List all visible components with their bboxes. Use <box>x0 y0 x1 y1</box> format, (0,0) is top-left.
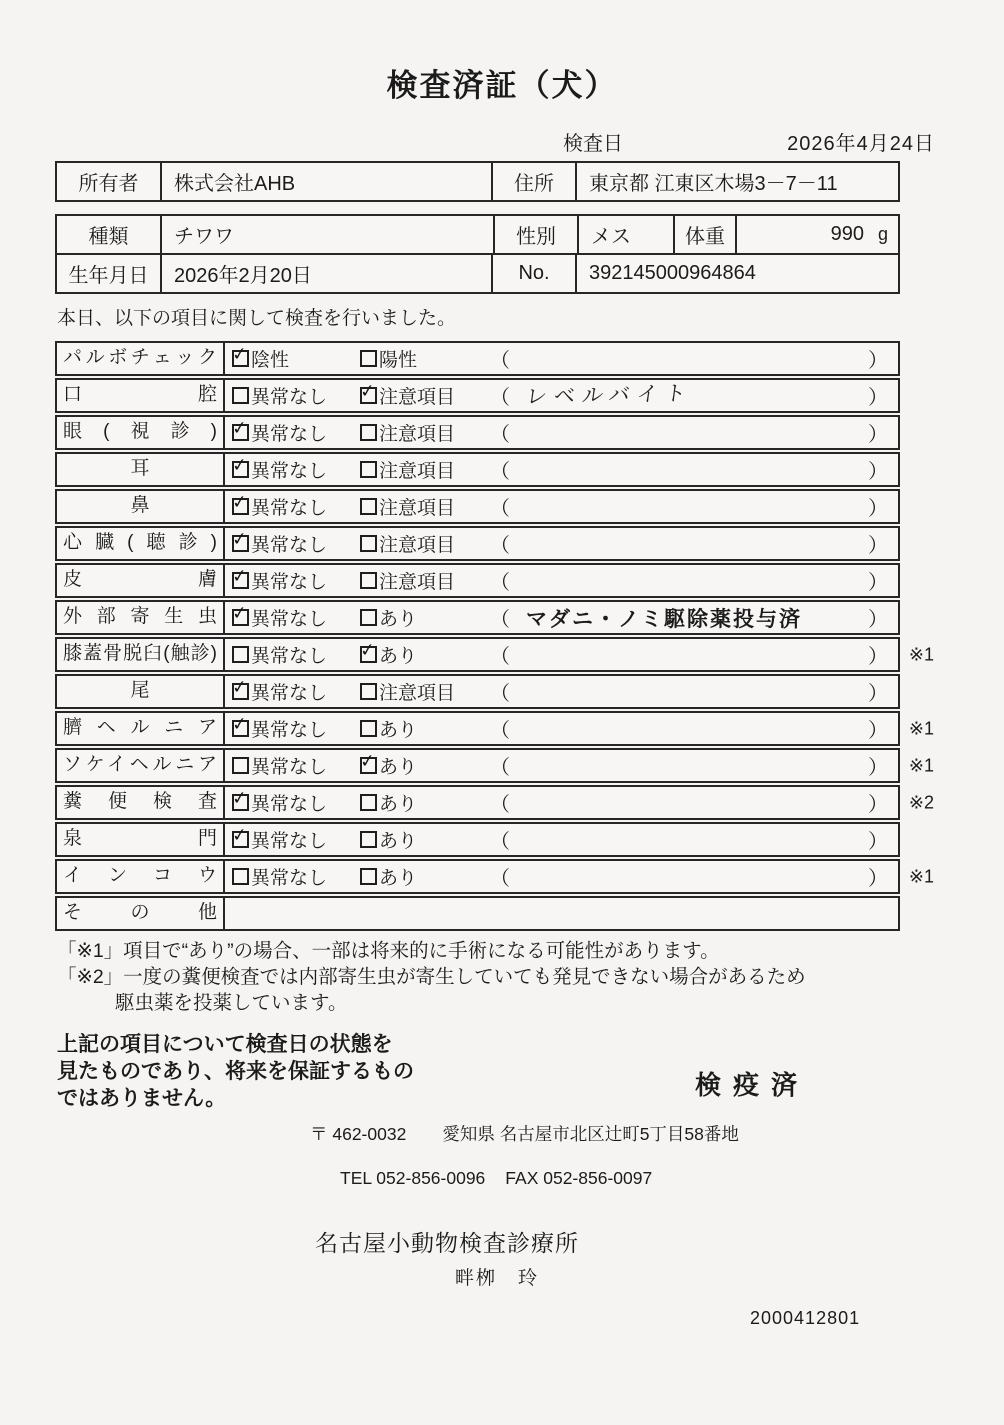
paren-open: （ <box>490 646 510 668</box>
option-1 <box>232 345 360 372</box>
option-2 <box>360 493 486 520</box>
exam-options <box>225 898 490 929</box>
exam-options <box>225 454 490 485</box>
option-2 <box>360 678 486 705</box>
paren-open: （ <box>490 868 510 890</box>
exam-item-label: 眼(視診) <box>57 417 225 448</box>
option-1 <box>232 641 360 668</box>
exam-row <box>55 896 900 931</box>
checkbox-1 <box>232 609 249 626</box>
exam-options <box>225 787 490 818</box>
checkbox-2 <box>360 350 377 367</box>
checkbox-1 <box>232 461 249 478</box>
reference-mark: ※1 <box>908 755 934 775</box>
exam-options <box>225 824 490 855</box>
owner-table <box>55 161 900 202</box>
option-1 <box>232 863 360 890</box>
exam-row <box>55 526 900 561</box>
paren-open: （ <box>490 831 510 853</box>
option-1 <box>232 493 360 520</box>
option-2-label: あり <box>379 646 418 667</box>
tel-number: TEL 052-856-0096 <box>340 1167 486 1188</box>
exam-table <box>55 341 934 931</box>
paren-open: （ <box>490 461 510 483</box>
option-2-label: あり <box>379 831 418 852</box>
quarantine-stamp: 検疫済 <box>695 1069 810 1100</box>
remark-area <box>490 417 898 448</box>
option-1-label: 異常なし <box>251 572 328 593</box>
checkbox-2 <box>360 572 377 589</box>
clinic-name: 名古屋小動物検査診療所 <box>315 1229 579 1256</box>
paren-open: （ <box>490 683 510 705</box>
exam-row <box>55 378 900 413</box>
exam-item-label: 泉門 <box>57 824 225 855</box>
weight-value <box>735 216 898 253</box>
exam-row <box>55 489 900 524</box>
exam-item-label: その他 <box>57 898 225 929</box>
option-1 <box>232 715 360 742</box>
paren-close: ） <box>868 794 888 816</box>
paren-close: ） <box>868 350 888 372</box>
exam-item-label: 尾 <box>57 676 225 707</box>
option-1-label: 異常なし <box>251 387 328 408</box>
option-1 <box>232 789 360 816</box>
remark-area <box>490 639 898 670</box>
exam-item-label: パルボチェック <box>57 343 225 374</box>
exam-options <box>225 417 490 448</box>
exam-row <box>55 674 900 709</box>
remark-area <box>490 454 898 485</box>
exam-row <box>55 415 900 450</box>
paren-open: （ <box>490 535 510 557</box>
birth-value: 2026年2月20日 <box>160 255 491 292</box>
paren-open: （ <box>490 794 510 816</box>
option-2-label: 注意項目 <box>379 572 456 593</box>
option-2-label: あり <box>379 868 418 889</box>
paren-open: （ <box>490 720 510 742</box>
checkbox-1 <box>232 831 249 848</box>
option-2 <box>360 826 486 853</box>
checkbox-1 <box>232 757 249 774</box>
exam-row <box>55 637 934 672</box>
checkbox-2 <box>360 424 377 441</box>
checkbox-2 <box>360 720 377 737</box>
birth-label: 生年月日 <box>68 265 149 287</box>
exam-item-label: 糞便検査 <box>57 787 225 818</box>
exam-options <box>225 380 490 411</box>
weight-label: 体重 <box>673 216 735 253</box>
option-2 <box>360 604 486 631</box>
option-2 <box>360 641 486 668</box>
serial-number: 2000412801 <box>750 1307 861 1328</box>
paren-close: ） <box>868 498 888 520</box>
remark-area <box>490 602 898 633</box>
paren-close: ） <box>868 757 888 779</box>
option-2-label: あり <box>379 794 418 815</box>
option-2-label: あり <box>379 757 418 778</box>
option-2 <box>360 345 486 372</box>
paren-close: ） <box>868 535 888 557</box>
checkbox-2 <box>360 535 377 552</box>
option-1 <box>232 826 360 853</box>
option-2-label: 注意項目 <box>379 683 456 704</box>
exam-options <box>225 343 490 374</box>
checkbox-2 <box>360 387 377 404</box>
option-1-label: 異常なし <box>251 794 328 815</box>
checkbox-1 <box>232 646 249 663</box>
exam-options <box>225 639 490 670</box>
option-1 <box>232 530 360 557</box>
exam-item-label: 鼻 <box>57 491 225 522</box>
exam-row <box>55 600 900 635</box>
clinic-address-line <box>0 1121 1004 1146</box>
checkbox-2 <box>360 498 377 515</box>
fax-number: FAX 052-856-0097 <box>505 1167 653 1188</box>
paren-close: ） <box>868 868 888 890</box>
birth-row <box>57 253 898 292</box>
inspection-date-row <box>55 127 935 153</box>
checkbox-2 <box>360 831 377 848</box>
option-2-label: 注意項目 <box>379 387 456 408</box>
postal-code: 〒 462-0032 <box>310 1123 407 1144</box>
checkbox-1 <box>232 572 249 589</box>
option-1 <box>232 678 360 705</box>
page-title: 検査済証（犬） <box>386 68 618 103</box>
exam-item-label: インコウ <box>57 861 225 892</box>
option-1-label: 異常なし <box>251 757 328 778</box>
option-1-label: 異常なし <box>251 720 328 741</box>
option-1-label: 異常なし <box>251 461 328 482</box>
remark-area <box>490 750 898 781</box>
option-2 <box>360 863 486 890</box>
remark-text: マダニ・ノミ駆除薬投与済 <box>526 607 802 631</box>
paren-open: （ <box>490 387 510 409</box>
exam-options <box>225 750 490 781</box>
checkbox-1 <box>232 683 249 700</box>
inspection-date-label: 検査日 <box>563 133 623 155</box>
option-1-label: 異常なし <box>251 535 328 556</box>
sex-label: 性別 <box>493 216 577 253</box>
disclaimer-line: 見たものであり、将来を保証するもの <box>57 1060 414 1084</box>
breed-value: チワワ <box>160 216 493 253</box>
remark-area <box>490 676 898 707</box>
option-1 <box>232 752 360 779</box>
exam-options <box>225 528 490 559</box>
reference-mark: ※1 <box>908 718 934 738</box>
weight-number: 990 <box>830 223 864 245</box>
checkbox-1 <box>232 720 249 737</box>
option-2-label: 注意項目 <box>379 535 456 556</box>
option-2-label: あり <box>379 720 418 741</box>
remark-text: レベルバイト <box>524 381 695 409</box>
checkbox-1 <box>232 498 249 515</box>
owner-value: 株式会社AHB <box>160 163 491 200</box>
weight-unit: g <box>877 224 888 244</box>
remark-area <box>490 824 898 855</box>
disclaimer-text <box>57 1031 477 1113</box>
paren-open: （ <box>490 757 510 779</box>
paren-open: （ <box>490 572 510 594</box>
disclaimer-line: 上記の項目について検査日の状態を <box>57 1032 393 1056</box>
exam-row <box>55 452 900 487</box>
remark-area <box>490 861 898 892</box>
pet-info-table <box>55 214 900 294</box>
exam-options <box>225 676 490 707</box>
checkbox-1 <box>232 350 249 367</box>
option-1 <box>232 456 360 483</box>
notes <box>57 939 1004 1017</box>
checkbox-2 <box>360 683 377 700</box>
reference-mark: ※1 <box>908 644 934 664</box>
option-2 <box>360 456 486 483</box>
exam-row <box>55 785 934 820</box>
option-1-label: 異常なし <box>251 646 328 667</box>
note-line: 駆虫薬を投薬しています。 <box>115 991 348 1014</box>
tel-fax-line <box>0 1168 1004 1189</box>
option-2 <box>360 419 486 446</box>
clinic-address: 愛知県 名古屋市北区辻町5丁目58番地 <box>442 1123 739 1144</box>
checkbox-2 <box>360 461 377 478</box>
exam-item-label: 臍ヘルニア <box>57 713 225 744</box>
option-2-label: 注意項目 <box>379 498 456 519</box>
address-value: 東京都 江東区木場3－7－11 <box>575 163 898 200</box>
note-line: 「※2」一度の糞便検査では内部寄生虫が寄生していても発見できない場合があるため <box>57 965 806 988</box>
exam-item-label: ソケイヘルニア <box>57 750 225 781</box>
checkbox-1 <box>232 794 249 811</box>
option-2 <box>360 752 486 779</box>
remark-area <box>490 787 898 818</box>
exam-item-label: 口腔 <box>57 380 225 411</box>
disclaimer-line: ではありません。 <box>57 1087 227 1111</box>
checkbox-2 <box>360 609 377 626</box>
checkbox-1 <box>232 387 249 404</box>
option-1-label: 異常なし <box>251 683 328 704</box>
owner-row <box>57 163 898 200</box>
exam-row <box>55 748 934 783</box>
paren-open: （ <box>490 350 510 372</box>
option-1-label: 陰性 <box>251 350 290 371</box>
exam-item-label: 皮膚 <box>57 565 225 596</box>
option-2-label: 注意項目 <box>379 461 456 482</box>
remark-area <box>490 380 898 411</box>
no-label: No. <box>491 255 575 292</box>
option-1-label: 異常なし <box>251 868 328 889</box>
inspection-date-value: 2026年4月24日 <box>787 133 935 155</box>
option-2 <box>360 567 486 594</box>
option-1-label: 異常なし <box>251 498 328 519</box>
checkbox-2 <box>360 794 377 811</box>
paren-close: ） <box>868 424 888 446</box>
note-line: 「※1」項目で“あり”の場合、一部は将来的に手術になる可能性があります。 <box>57 940 720 962</box>
option-2-label: 陽性 <box>379 350 418 371</box>
sex-value: メス <box>577 216 673 253</box>
remark-area <box>490 491 898 522</box>
address-label: 住所 <box>491 163 575 200</box>
checkbox-1 <box>232 868 249 885</box>
paren-open: （ <box>490 498 510 520</box>
exam-options <box>225 602 490 633</box>
paren-open: （ <box>490 424 510 446</box>
reference-mark: ※2 <box>908 792 934 812</box>
option-1-label: 異常なし <box>251 831 328 852</box>
footer <box>57 1031 947 1113</box>
paren-close: ） <box>868 683 888 705</box>
option-1 <box>232 382 360 409</box>
option-2-label: あり <box>379 609 418 630</box>
exam-row <box>55 711 934 746</box>
checkbox-1 <box>232 535 249 552</box>
exam-options <box>225 861 490 892</box>
paren-close: ） <box>868 387 888 409</box>
breed-label: 種類 <box>88 226 129 248</box>
paren-close: ） <box>868 461 888 483</box>
breed-row <box>57 216 898 253</box>
exam-item-label: 外部寄生虫 <box>57 602 225 633</box>
exam-options <box>225 491 490 522</box>
exam-item-label: 膝蓋骨脱臼(触診) <box>57 639 225 670</box>
exam-options <box>225 713 490 744</box>
exam-options <box>225 565 490 596</box>
option-1 <box>232 419 360 446</box>
paren-close: ） <box>868 572 888 594</box>
paren-close: ） <box>868 646 888 668</box>
option-1-label: 異常なし <box>251 424 328 445</box>
option-2 <box>360 530 486 557</box>
option-1 <box>232 567 360 594</box>
option-2-label: 注意項目 <box>379 424 456 445</box>
remark-area <box>490 343 898 374</box>
paren-close: ） <box>868 720 888 742</box>
exam-row <box>55 341 900 376</box>
exam-row <box>55 563 900 598</box>
remark-area <box>490 565 898 596</box>
checkbox-2 <box>360 757 377 774</box>
intro-text: 本日、以下の項目に関して検査を行いました。 <box>57 308 457 329</box>
veterinarian-name: 畔栁 玲 <box>455 1267 540 1289</box>
checkbox-2 <box>360 868 377 885</box>
checkbox-2 <box>360 646 377 663</box>
exam-item-label: 心臓(聴診) <box>57 528 225 559</box>
paren-close: ） <box>868 831 888 853</box>
remark-area <box>490 528 898 559</box>
paren-close: ） <box>868 609 888 631</box>
reference-mark: ※1 <box>908 866 934 886</box>
exam-row <box>55 859 934 894</box>
owner-label: 所有者 <box>78 173 139 195</box>
remark-area <box>490 898 898 929</box>
exam-item-label: 耳 <box>57 454 225 485</box>
exam-row <box>55 822 900 857</box>
option-1 <box>232 604 360 631</box>
option-2 <box>360 382 486 409</box>
paren-open: （ <box>490 609 510 631</box>
remark-area <box>490 713 898 744</box>
no-value: 392145000964864 <box>575 255 898 292</box>
option-2 <box>360 789 486 816</box>
option-1-label: 異常なし <box>251 609 328 630</box>
option-2 <box>360 715 486 742</box>
checkbox-1 <box>232 424 249 441</box>
